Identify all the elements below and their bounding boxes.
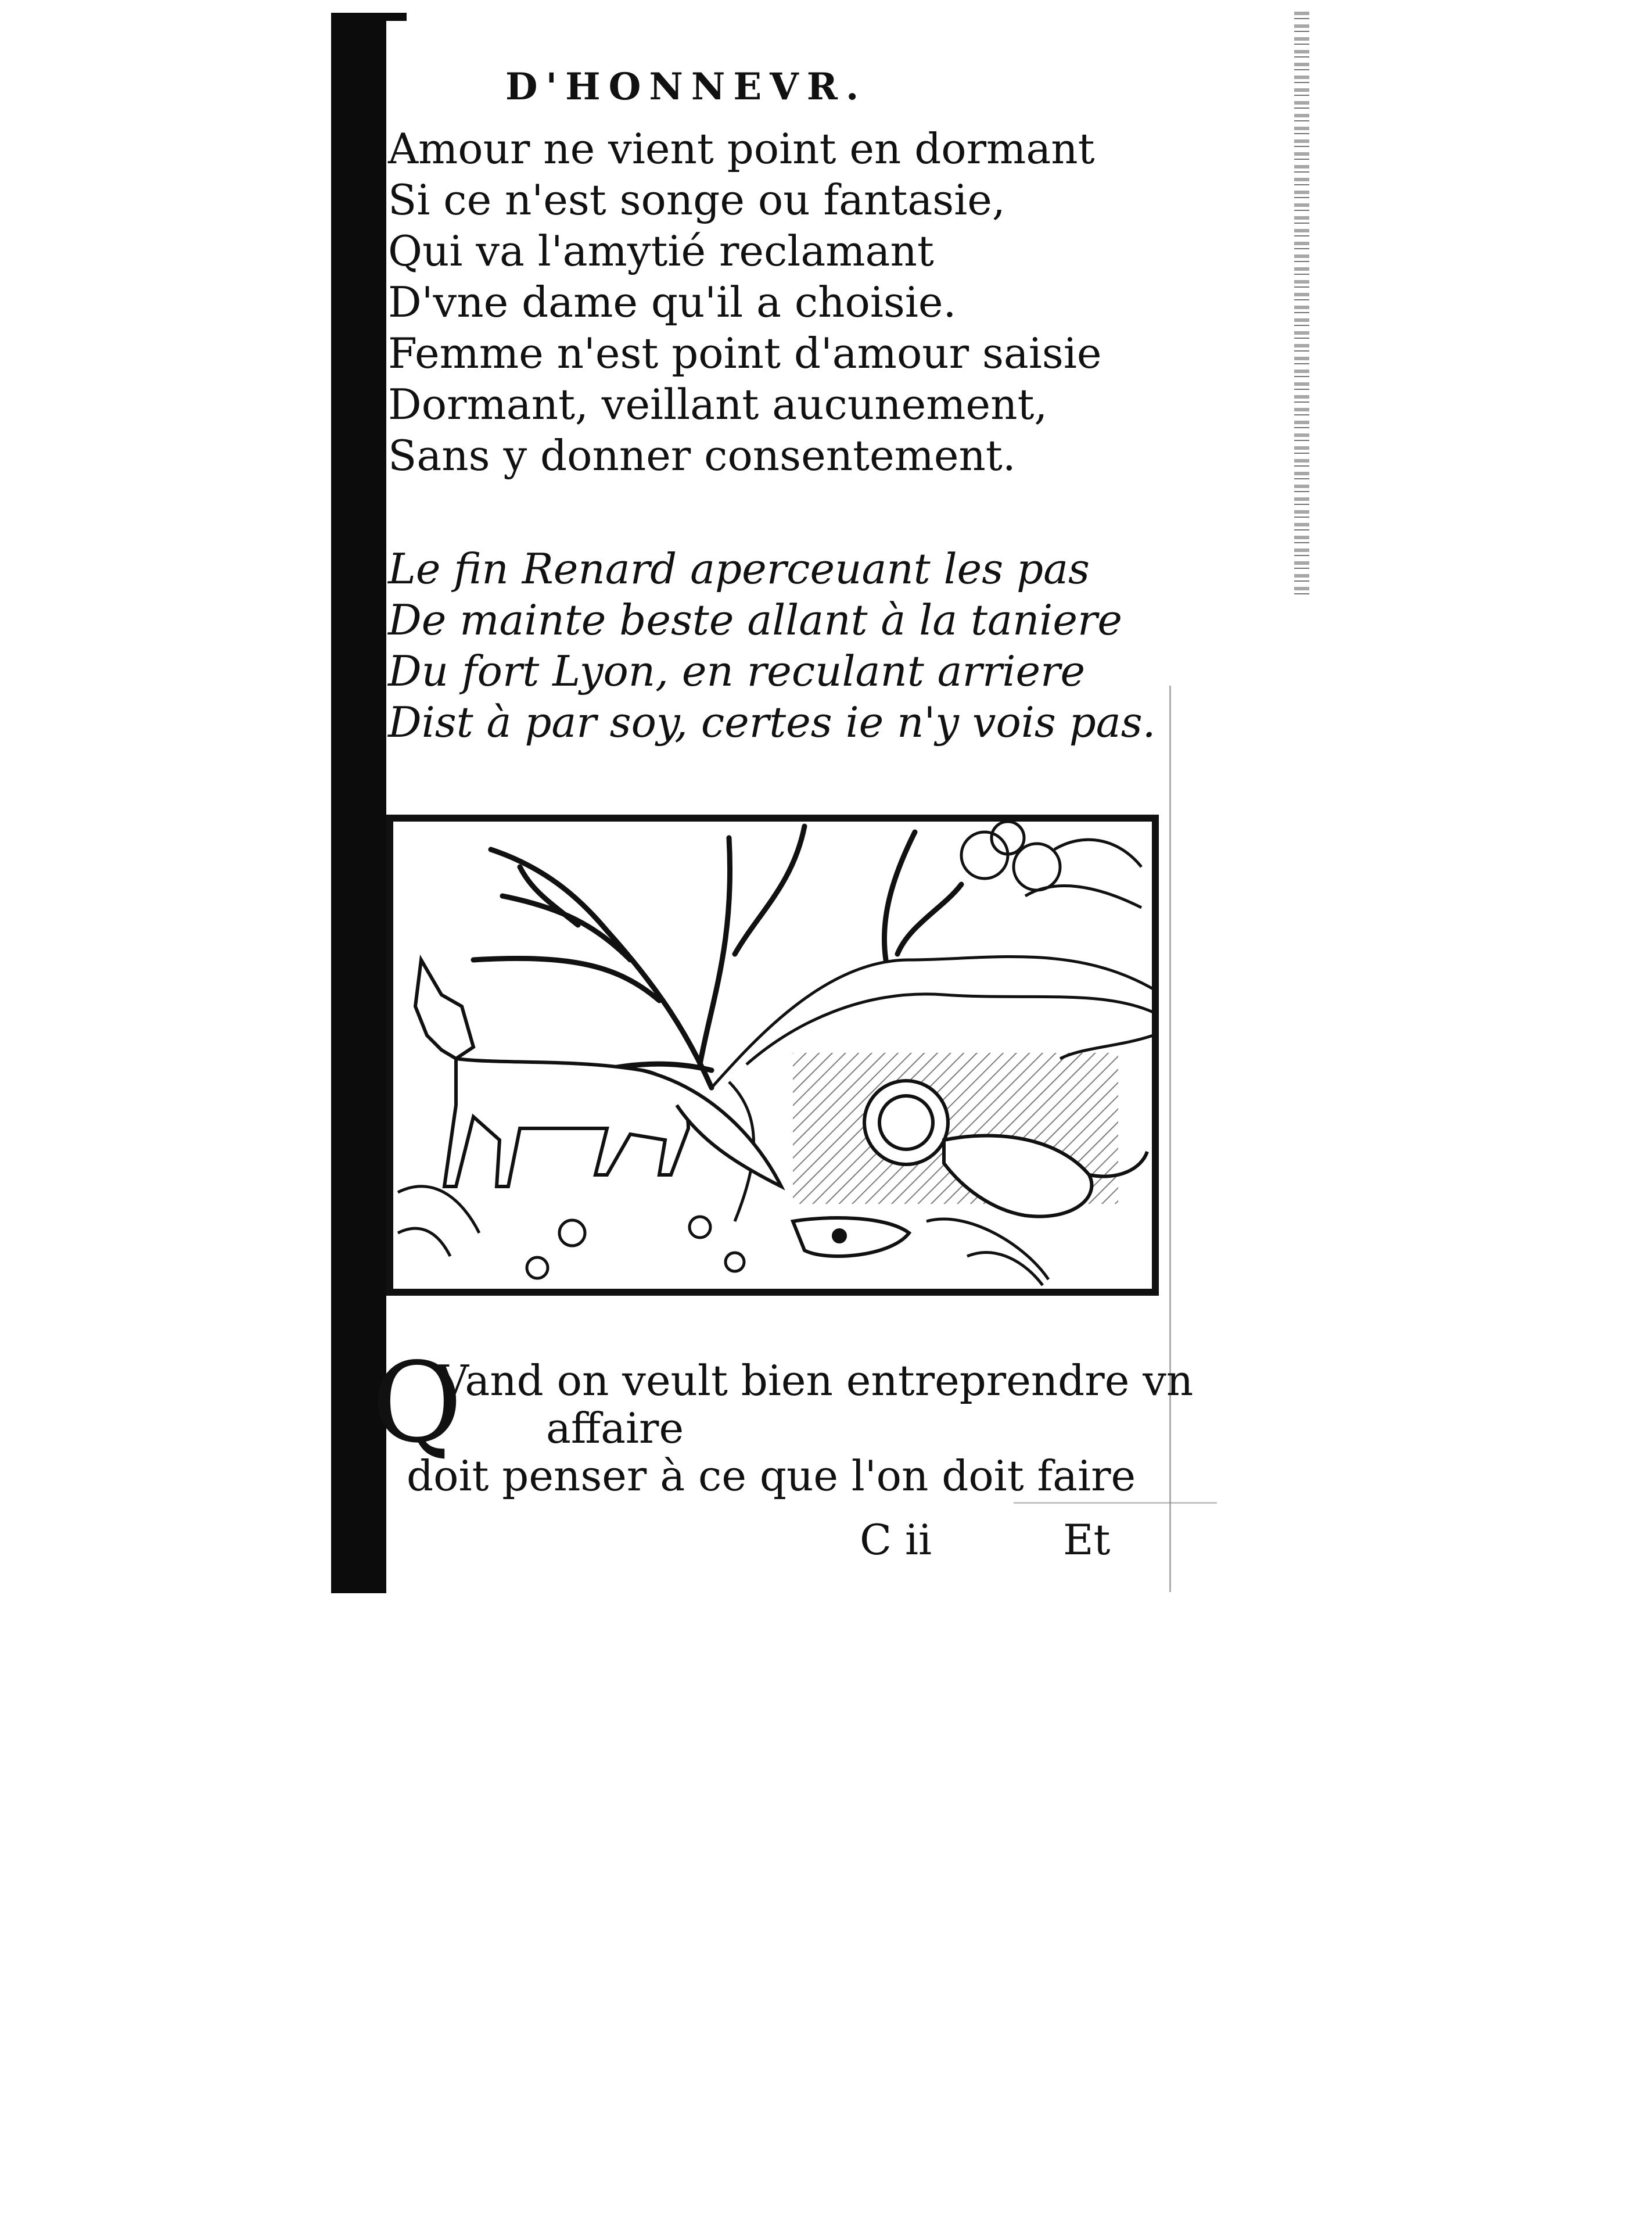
catchword: Et [1063, 1515, 1111, 1564]
stanza-one-line: Sans y donner consentement. [388, 431, 1016, 480]
stanza-two [388, 543, 1156, 748]
stanza-one-line: D'vne dame qu'il a choisie. [388, 278, 957, 327]
stanza-one-line: Amour ne vient point en dormant [388, 124, 1095, 173]
scan-page-edge [1294, 12, 1309, 598]
stanza-two-line: De mainte beste allant à la taniere [388, 596, 1122, 644]
stanza-two-line: Dist à par soy, certes ie n'y vois pas. [388, 698, 1156, 747]
prose-line: doit penser à ce que l'on doit faire [407, 1451, 1136, 1500]
stanza-one-line: Qui va l'amytié reclamant [388, 227, 934, 275]
stanza-one [388, 123, 1101, 481]
initial-letter: Q [372, 1339, 462, 1467]
prose-line: Vand on veult bien entreprendre vn [439, 1356, 1194, 1405]
stanza-one-line: Femme n'est point d'amour saisie [388, 329, 1102, 378]
running-head: D'HONNEVR. [505, 65, 867, 109]
scan-bottom-line [1014, 1502, 1217, 1504]
woodcut-illustration [386, 815, 1159, 1296]
prose-text [407, 1357, 1193, 1500]
stanza-two-line: Du fort Lyon, en reculant arriere [388, 647, 1086, 696]
prose-line: affaire [546, 1404, 684, 1453]
signature-mark: C ii [860, 1515, 932, 1564]
scan-binding-shadow-top [331, 13, 407, 21]
stanza-two-line: Le fin Renard aperceuant les pas [388, 544, 1090, 593]
stanza-one-line: Dormant, veillant aucunement, [388, 380, 1048, 429]
stanza-one-line: Si ce n'est songe ou fantasie, [388, 175, 1005, 224]
